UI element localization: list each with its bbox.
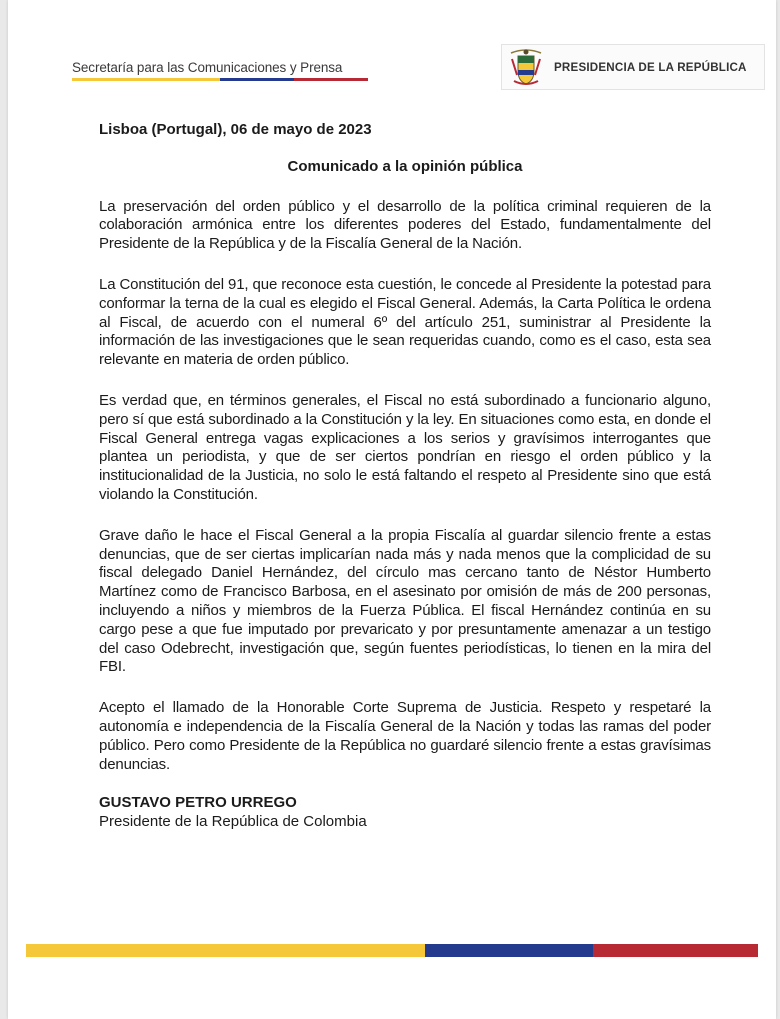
- stripe-red: [294, 78, 368, 81]
- colombia-coat-of-arms-icon: [508, 47, 544, 87]
- stripe-yellow: [72, 78, 220, 81]
- paragraph: Es verdad que, en términos generales, el Fiscal no está subordinado a funcionario alguno, pero sí que está subordinado a la Constitución y la ley. En situaciones como esta, en donde el Fiscal General entrega vagas explicaciones a los serios y gravísimos interrogantes que plantea un periodista, y que de ser ciertos pondrían en riesgo el orden público y la institucionalidad de la Justicia, no solo le está faltando el respeto al Presidente sino que está violando la Constitución.: [99, 391, 711, 503]
- document-title: Comunicado a la opinión pública: [287, 157, 523, 175]
- document-page: [8, 0, 776, 1019]
- organization-name: Secretaría para las Comunicaciones y Prensa: [72, 60, 343, 75]
- footer-stripe-blue: [425, 944, 593, 957]
- paragraph: Acepto el llamado de la Honorable Corte Suprema de Justicia. Respeto y respetaré la autonomía e independencia de la Fiscalía General de la Nación y todas las ramas del poder público. Pero como Presidente de la República no guardaré silencio frente a estas gravísimas denuncias.: [99, 699, 711, 773]
- footer-stripe-red: [593, 944, 758, 957]
- paragraph: La preservación del orden público y el desarrollo de la política criminal requieren de la colaboración armónica entre los diferentes poderes del Estado, fundamentalmente del Presidente de la República y de la Fiscalía General de la Nación.: [99, 197, 711, 253]
- signer-title: Presidente de la República de Colombia: [99, 813, 367, 831]
- document-body: [99, 121, 711, 832]
- signer-name: GUSTAVO PETRO URREGO: [99, 794, 297, 812]
- flag-stripe-small: [72, 78, 368, 81]
- presidency-logo-box: [501, 44, 765, 90]
- paragraph: Grave daño le hace el Fiscal General a la propia Fiscalía al guardar silencio frente a estas denuncias, que de ser ciertas implicarían nada más y nada menos que la complicidad de su fiscal delegado Daniel Hernández, del círculo mas cercano tanto de Néstor Humberto Martínez como de Francisco Barbosa, en el asesinato por omisión de más de 200 personas, incluyendo a niños y miembros de la Fuerza Pública. El fiscal Hernández continúa en su cargo pese a que fue imputado por prevaricato y por presuntamente amenazar a un testigo del caso Odebrecht, investigación que, según fuentes periodísticas, lo tienen en la mira del FBI.: [99, 526, 711, 676]
- letterhead-left: [72, 60, 368, 81]
- paragraph: La Constitución del 91, que reconoce esta cuestión, le concede al Presidente la potestad para conformar la terna de la cual es elegido el Fiscal General. Además, la Carta Política le ordena al Fiscal, de acuerdo con el numeral 6º del artículo 251, suministrar al Presidente la información de las investigaciones que le sean requeridas cuando, como es el caso, esta sea relevante en materia de orden público.: [99, 275, 711, 369]
- presidency-label: PRESIDENCIA DE LA REPÚBLICA: [554, 60, 747, 74]
- footer-stripe-yellow: [26, 944, 425, 957]
- flag-stripe-footer: [26, 944, 758, 957]
- dateline: Lisboa (Portugal), 06 de mayo de 2023: [99, 121, 372, 138]
- stripe-blue: [220, 78, 294, 81]
